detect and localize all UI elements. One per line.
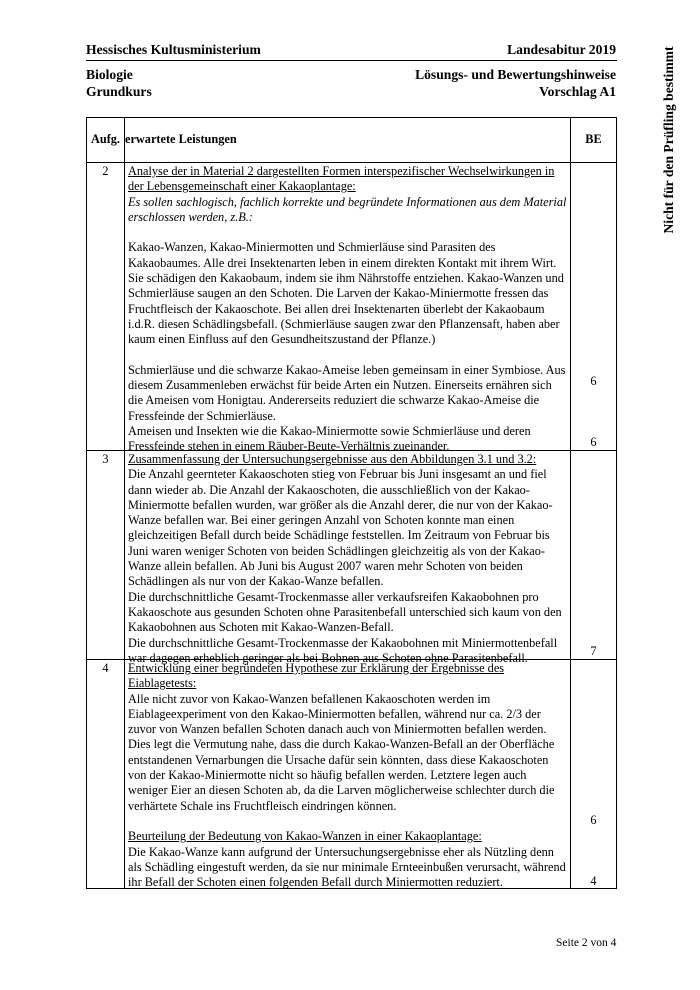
- doc-type-label: Lösungs- und Bewertungshinweise: [415, 67, 616, 82]
- grading-table: [86, 117, 617, 889]
- task-paragraph: Die Kakao-Wanze kann aufgrund der Untersuchungsergebnisse eher als Nützling denn als Schädling eingestuft werden, da sie nur minimale Ernteeinbußen verursacht, während ihr Befall der Schoten einen folgenden Befall durch Miniermotten reduziert.: [128, 844, 566, 890]
- task-heading: Analyse der in Material 2 dargestellten Formen interspezifischer Wechselwirkungen in der Lebensgemeinschaft einer Kakaoplantage:: [128, 164, 555, 194]
- points-value: 4: [590, 874, 597, 888]
- table-header-row: [87, 118, 617, 163]
- side-note: Nicht für den Prüfling bestimmt: [661, 46, 676, 234]
- page-number: Seite 2 von 4: [556, 937, 617, 949]
- task-heading: Zusammenfassung der Untersuchungsergebnisse aus den Abbildungen 3.1 und 3.2:: [128, 452, 537, 466]
- table-row: [87, 451, 617, 660]
- ministry-name: Hessisches Kultusministerium: [86, 42, 261, 57]
- points-value: 6: [590, 435, 597, 449]
- task-paragraph: Alle nicht zuvor von Kakao-Wanzen befallenen Kakaoschoten werden im Eiablageexperiment von den Kakao-Miniermotten befallen, während nur ca. 2/3 der zuvor von Wanzen befallen Schoten danach auch von Miniermotten befallen werden. Dies legt die Vermutung nahe, dass die durch Kakao-Wanzen-Befall an der Oberfläche entstandenen Vernarbungen die Ursache dafür sein könnten, dass diese Kakaoschoten von der Kakao-Miniermotte nicht so häufig befallen werden. Letztere legen auch weniger Eier an diesen Schoten ab, da die Larven möglicherweise schlechter durch die verhärtete Schale ins Fruchtfleisch eindringen können.: [128, 691, 555, 813]
- header-top-line: [86, 42, 616, 58]
- task-content: [125, 660, 570, 888]
- task-content: [125, 451, 570, 665]
- points-value: 6: [590, 813, 597, 827]
- proposal-label: Vorschlag A1: [539, 84, 616, 99]
- task-paragraph: Schmierläuse und die schwarze Kakao-Ameise leben gemeinsam in einer Symbiose. Aus diesem Zusammenleben erwächst für beide Arten ein Nutzen. Einerseits ernähren sich die Ameisen vom Honigtau. Andererseits reduziert die schwarze Kakao-Ameise die Fressfeinde der Schmierläuse.: [128, 362, 566, 423]
- task-heading: Entwicklung einer begründeten Hypothese zur Erklärung der Ergebnisse des Eiablagetests:: [128, 661, 505, 691]
- task-number: 4: [102, 661, 109, 675]
- task-paragraph: Die durchschnittliche Gesamt-Trockenmasse aller verkaufsreifen Kakaobohnen pro Kakaoschote aus gesunden Schoten ohne Parasitenbefall unterschied sich kaum von den Kakaobohnen aus Schoten mit Kakao-Wanzen-Befall.: [128, 589, 562, 635]
- task-paragraph: Ameisen und Insekten wie die Kakao-Miniermotte sowie Schmierläuse und deren Fressfeinde stehen in einem Räuber-Beute-Verhältnis zueinander.: [128, 424, 531, 454]
- task-paragraph: Die durchschnittliche Gesamt-Trockenmasse der Kakaobohnen mit Miniermottenbefall war dagegen erheblich geringer als bei Bohnen aus Schoten ohne Parasitenbefall.: [128, 635, 558, 665]
- subject-label: Biologie: [86, 67, 133, 82]
- points-value: 7: [590, 644, 597, 658]
- header-expected: erwartete Leistungen: [125, 118, 571, 163]
- task-paragraph: Die Anzahl geernteter Kakaoschoten stieg von Februar bis Juni insgesamt an und fiel dann wieder ab. Die Anzahl der Kakaoschoten, die ausschließlich von der Kakao-Miniermotte befallen wurden, war größer als die Anzahl derer, die nur von der Kakao-Wanze befallen war. Bei einer geringen Anzahl von Schoten konnte man einen gleichzeitigen Befall durch beide Schädlinge feststellen. Im Zeitraum von Februar bis Juni waren weniger Schoten von beiden Schädlingen gleichzeitig als von der Kakao-Wanze allein befallen. Ab Juni bis August 2007 waren mehr Schoten von beiden Schädlingen als nur von der Kakao-Wanze befallen.: [128, 467, 553, 589]
- exam-name: Landesabitur 2019: [507, 42, 616, 57]
- table-row: [87, 163, 617, 451]
- header-rule: [86, 60, 617, 61]
- header-second-block: [86, 66, 616, 100]
- task-content: [125, 163, 570, 454]
- task-number: 2: [102, 164, 109, 178]
- task-heading: Beurteilung der Bedeutung von Kakao-Wanzen in einer Kakaoplantage:: [128, 829, 482, 844]
- table-row: [87, 660, 617, 889]
- header-points: BE: [571, 118, 617, 163]
- task-number: 3: [102, 452, 109, 466]
- task-intro: Es sollen sachlogisch, fachlich korrekte und begründete Informationen aus dem Material erschlossen werden, z.B.:: [128, 194, 567, 224]
- points-value: 6: [590, 374, 597, 388]
- header-task: Aufg.: [87, 118, 125, 163]
- course-label: Grundkurs: [86, 84, 152, 99]
- task-paragraph: Kakao-Wanzen, Kakao-Miniermotten und Schmierläuse sind Parasiten des Kakaobaumes. Alle drei Insektenarten leben in einem direkten Kontakt mit ihrem Wirt. Sie schädigen den Kakaobaum, indem sie ihm Nährstoffe entziehen. Kakao-Wanzen und Schmierläuse saugen an den Schoten. Die Larven der Kakao-Miniermotte fressen das Fruchtfleisch der Kakaoschote. Bei allen drei Insektenarten überlebt der Kakaobaum i.d.R. diesen Schädlingsbefall. (Schmierläuse saugen zwar den Pflanzensaft, haben aber kaum einen Einfluss auf den Gesundheitszustand der Pflanze.): [128, 240, 564, 347]
